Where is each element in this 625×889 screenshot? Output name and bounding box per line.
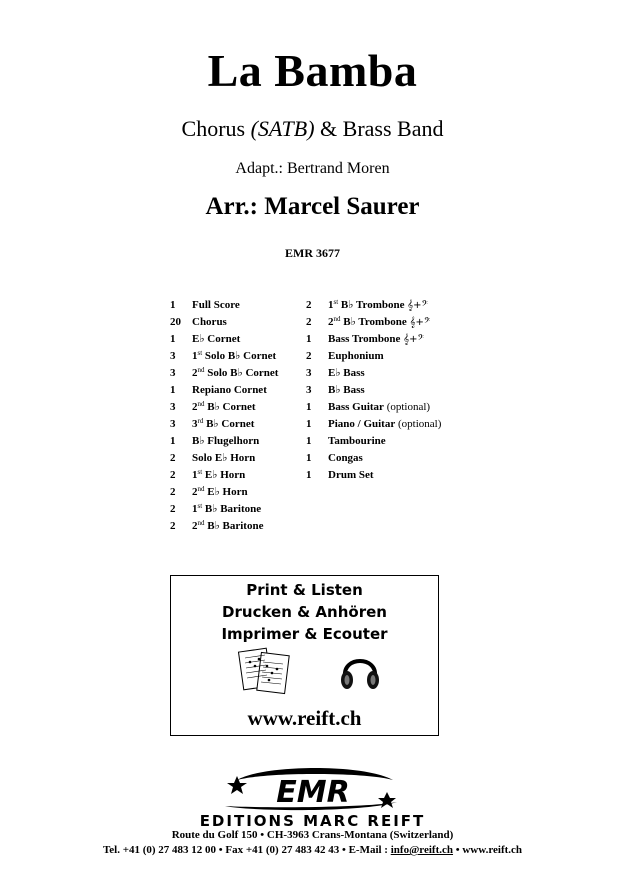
arranger-credit: Arr.: Marcel Saurer (205, 193, 420, 220)
clef-icon: 𝄞+𝄢 (403, 334, 424, 345)
part-optional-note: (optional) (395, 418, 442, 430)
clef-icon: 𝄞+𝄢 (407, 300, 428, 311)
part-name (192, 400, 256, 414)
part-label: B♭ Bass (328, 384, 365, 396)
part-label: Drum Set (328, 469, 374, 481)
part-quantity: 1 (170, 435, 176, 447)
part-name (192, 417, 254, 431)
part-label: Bass Guitar (328, 401, 384, 413)
part-name (328, 298, 428, 313)
part-label: E♭ Horn (204, 486, 248, 498)
part-quantity: 20 (170, 316, 181, 328)
part-label: E♭ Cornet (192, 333, 241, 345)
part-name (192, 451, 255, 465)
part-quantity: 2 (306, 316, 312, 328)
part-ordinal-suffix: nd (197, 519, 205, 527)
part-label: Solo E♭ Horn (192, 452, 256, 464)
part-ordinal: 2 (192, 401, 198, 413)
part-quantity: 1 (170, 333, 176, 345)
part-label: Tambourine (328, 435, 386, 447)
clef-icon: 𝄞+𝄢 (409, 317, 431, 328)
part-name (192, 383, 267, 397)
part-label: Solo B♭ Cornet (202, 350, 277, 362)
part-quantity: 2 (170, 452, 176, 464)
part-quantity: 3 (170, 401, 176, 413)
part-ordinal: 3 (192, 418, 198, 430)
part-name (328, 434, 386, 448)
part-quantity: 1 (306, 333, 312, 345)
part-quantity: 2 (306, 299, 312, 311)
part-name (328, 366, 365, 380)
part-ordinal-suffix: nd (197, 485, 205, 493)
part-quantity: 3 (170, 350, 176, 362)
part-label: B♭ Trombone (338, 299, 405, 311)
part-name (192, 298, 240, 312)
part-name (192, 519, 263, 533)
part-name (192, 485, 248, 499)
part-quantity: 1 (306, 469, 312, 481)
subtitle (0, 116, 625, 142)
part-name (192, 468, 245, 482)
print-listen-fr: Imprimer & Ecouter (221, 625, 388, 643)
part-label: Chorus (192, 316, 227, 328)
part-ordinal: 1 (192, 503, 198, 515)
part-quantity: 1 (306, 452, 312, 464)
part-label: B♭ Flugelhorn (192, 435, 260, 447)
headphones-icon (339, 646, 381, 694)
part-name (328, 468, 374, 482)
part-quantity: 3 (306, 367, 312, 379)
part-name (328, 383, 365, 397)
part-name (328, 451, 363, 465)
part-label: B♭ Cornet (204, 401, 256, 413)
part-quantity: 2 (170, 520, 176, 532)
part-name (328, 400, 430, 414)
part-name (328, 332, 424, 347)
part-ordinal: 2 (192, 520, 198, 532)
part-ordinal: 1 (192, 469, 198, 481)
part-ordinal-suffix: nd (197, 400, 205, 408)
print-listen-box (170, 575, 439, 736)
page-title: La Bamba (207, 45, 418, 96)
part-ordinal: 1 (328, 299, 334, 311)
part-label: E♭ Horn (202, 469, 246, 481)
part-quantity: 1 (306, 401, 312, 413)
part-label: Repiano Cornet (192, 384, 267, 396)
print-listen-de: Drucken & Anhören (222, 603, 387, 621)
part-quantity: 1 (170, 299, 176, 311)
sheet-music-icon (237, 646, 295, 696)
part-label: B♭ Baritone (204, 520, 264, 532)
part-name (192, 502, 261, 516)
part-label: E♭ Bass (328, 367, 365, 379)
part-ordinal: 1 (192, 350, 198, 362)
part-ordinal: 2 (192, 486, 198, 498)
part-quantity: 2 (306, 350, 312, 362)
part-quantity: 1 (306, 435, 312, 447)
part-quantity: 1 (170, 384, 176, 396)
part-quantity: 3 (170, 418, 176, 430)
part-name (192, 434, 259, 448)
part-quantity: 2 (170, 503, 176, 515)
part-label: Congas (328, 452, 363, 464)
emr-logo-text: EMR (276, 775, 350, 810)
email-link[interactable]: info@reift.ch (390, 844, 454, 856)
part-quantity: 3 (306, 384, 312, 396)
part-quantity: 1 (306, 418, 312, 430)
part-name (192, 366, 278, 380)
part-quantity: 2 (170, 486, 176, 498)
part-optional-note: (optional) (383, 401, 431, 413)
part-ordinal-suffix: nd (197, 366, 205, 374)
part-name (192, 332, 240, 346)
part-quantity: 2 (170, 469, 176, 481)
part-label: Solo B♭ Cornet (204, 367, 279, 379)
part-label: Bass Trombone (328, 333, 401, 345)
subtitle-pre: Chorus (181, 116, 251, 141)
part-ordinal: 2 (192, 367, 198, 379)
part-label: B♭ Trombone (340, 316, 407, 328)
publisher-name: EDITIONS MARC REIFT (199, 812, 426, 830)
part-name (192, 315, 227, 329)
part-name (328, 315, 430, 330)
publisher-contact (0, 844, 625, 856)
subtitle-italic: (SATB) (250, 116, 315, 141)
part-ordinal-suffix: nd (333, 315, 341, 323)
part-ordinal-suffix: st (197, 468, 203, 476)
part-ordinal-suffix: st (197, 349, 203, 357)
part-ordinal: 2 (328, 316, 334, 328)
part-label: Piano / Guitar (328, 418, 396, 430)
part-ordinal-suffix: st (197, 502, 203, 510)
part-label: B♭ Baritone (202, 503, 262, 515)
catalog-number: EMR 3677 (285, 246, 340, 260)
publisher-address: Route du Golf 150 • CH-3963 Crans-Montana (Switzerland) (171, 829, 454, 841)
subtitle-post: & Brass Band (314, 116, 444, 141)
emr-logo (215, 766, 411, 812)
part-label: Euphonium (328, 350, 384, 362)
part-name (192, 349, 276, 363)
contact-website[interactable]: • www.reift.ch (453, 844, 523, 856)
contact-phone-fax: Tel. +41 (0) 27 483 12 00 • Fax +41 (0) 27 483 42 43 • E-Mail : (102, 844, 391, 856)
part-label: B♭ Cornet (203, 418, 255, 430)
part-quantity: 3 (170, 367, 176, 379)
part-ordinal-suffix: rd (197, 417, 204, 425)
part-name (328, 417, 441, 431)
print-listen-en: Print & Listen (246, 581, 363, 599)
part-ordinal-suffix: st (333, 298, 339, 306)
adaptation-credit: Adapt.: Bertrand Moren (235, 160, 390, 177)
website-link[interactable]: www.reift.ch (247, 706, 362, 730)
part-label: Full Score (192, 299, 240, 311)
part-name (328, 349, 384, 363)
